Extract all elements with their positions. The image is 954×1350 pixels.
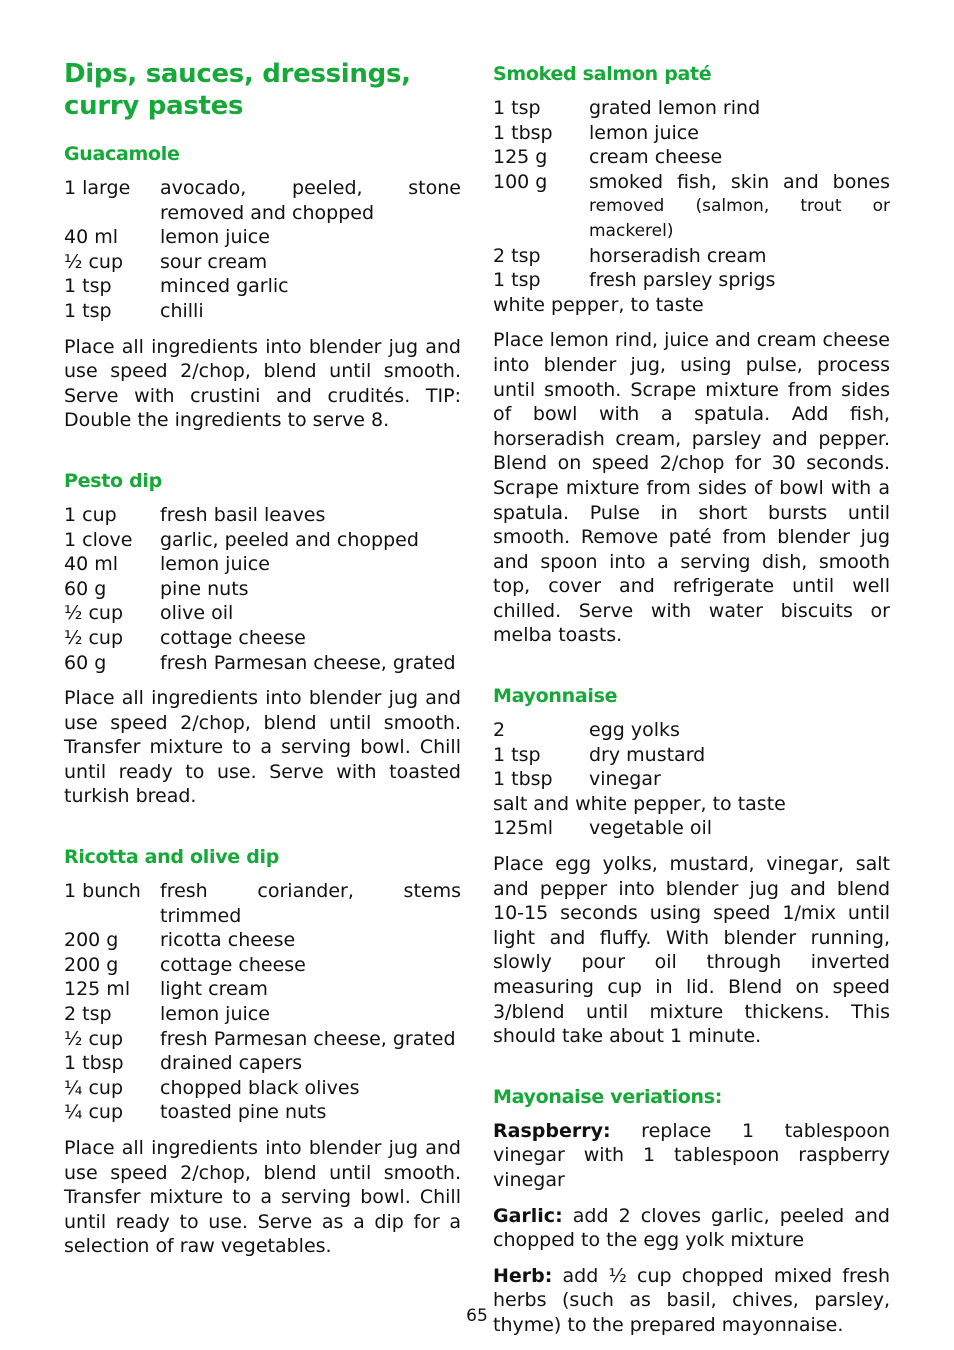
ingredient-qty: 1 tsp xyxy=(64,299,112,322)
ingredient-row xyxy=(64,977,461,1002)
ingredient-name: grated lemon rind xyxy=(589,97,761,119)
ingredient-name: avocado, peeled, stone removed and chopped xyxy=(160,177,461,224)
ingredient-qty: 60 g xyxy=(64,577,107,600)
recipe-title: Guacamole xyxy=(64,143,180,165)
ingredient-qty: 1 large xyxy=(64,177,131,199)
ingredient-row xyxy=(493,743,890,768)
ingredient-qty: 100 g xyxy=(493,170,548,193)
ingredient-name: drained capers xyxy=(160,1052,303,1075)
ingredient-qty: 1 tsp xyxy=(493,269,541,292)
page-title: Dips, sauces, dressings, curry pastes xyxy=(64,59,411,121)
recipe-method: Place lemon rind, juice and cream cheese into blender jug, using pulse, process until smooth. Scrape mixture from sides of bowl with a spatula. Add fish, horseradish cream, parsley and pepper. Blend on speed 2/chop for 30 seconds. Scrape mixture from sides of bowl with a spatula. Pulse in short bursts until smooth. Remove paté from blender jug and spoon into a serving dish, smooth top, cover and refrigerate until well chilled. Serve with water biscuits or melba toasts. xyxy=(493,329,890,647)
recipe-title: Smoked salmon paté xyxy=(493,63,712,85)
ingredient-name: cream cheese xyxy=(589,146,723,169)
ingredient-row xyxy=(493,194,890,243)
ingredient-name: pine nuts xyxy=(160,577,249,600)
ingredient-row xyxy=(64,299,461,324)
recipe-ricotta-olive-dip xyxy=(64,845,461,1259)
variation-text: add ½ cup chopped mixed fresh herbs (such as basil, chives, parsley, thyme) to the prepared mayonnaise. xyxy=(493,1264,890,1336)
ingredient-row xyxy=(64,953,461,978)
ingredient-row xyxy=(493,816,890,841)
ingredient-qty: 40 ml xyxy=(64,553,119,576)
ingredient-row xyxy=(493,244,890,269)
ingredient-row xyxy=(64,1076,461,1101)
ingredient-qty xyxy=(493,194,589,243)
ingredient-list xyxy=(493,96,890,317)
ingredient-qty: 1 cup xyxy=(64,503,117,526)
ingredient-name: garlic, peeled and chopped xyxy=(160,528,419,551)
recipe-title: Pesto dip xyxy=(64,469,162,492)
ingredient-name: dry mustard xyxy=(589,743,706,766)
ingredient-row xyxy=(64,1027,461,1052)
recipe-pesto-dip xyxy=(64,469,461,809)
ingredient-row xyxy=(64,577,461,602)
recipe-smoked-salmon-pate xyxy=(493,62,890,648)
ingredient-qty: ½ cup xyxy=(64,1027,124,1050)
ingredient-row xyxy=(493,170,890,195)
variation-label: Garlic: xyxy=(493,1204,563,1227)
ingredient-name: vegetable oil xyxy=(589,817,713,840)
variation-item xyxy=(493,1204,890,1253)
ingredient-name: toasted pine nuts xyxy=(160,1101,327,1124)
ingredient-qty: 2 tsp xyxy=(64,1003,112,1026)
variation-label: Herb: xyxy=(493,1264,553,1287)
ingredient-qty: 1 tsp xyxy=(64,275,112,298)
ingredient-qty: 60 g xyxy=(64,651,107,674)
ingredient-qty: 1 tsp xyxy=(493,743,541,766)
ingredient-row xyxy=(64,626,461,651)
ingredient-name: egg yolks xyxy=(589,719,680,742)
ingredient-name: white pepper, to taste xyxy=(493,293,704,316)
ingredient-name: fresh Parmesan cheese, grated xyxy=(160,651,456,674)
section-title: Mayonaise veriations: xyxy=(493,1085,723,1108)
ingredient-name: salt and white pepper, to taste xyxy=(493,792,786,815)
ingredient-list xyxy=(493,718,890,841)
ingredient-row xyxy=(493,718,890,743)
ingredient-name: fresh parsley sprigs xyxy=(589,269,776,292)
ingredient-row xyxy=(493,767,890,792)
ingredient-row xyxy=(493,293,890,318)
ingredient-row xyxy=(64,928,461,953)
ingredient-qty: ½ cup xyxy=(64,602,124,625)
variation-item xyxy=(493,1119,890,1193)
ingredient-list xyxy=(64,176,461,324)
ingredient-qty: 1 tbsp xyxy=(493,768,553,791)
mayonnaise-variations xyxy=(493,1085,890,1338)
ingredient-row xyxy=(64,176,461,225)
ingredient-name: smoked fish, skin and bones xyxy=(589,170,890,193)
ingredient-qty: 125ml xyxy=(493,817,554,840)
ingredient-row xyxy=(64,528,461,553)
variation-text: add 2 cloves garlic, peeled and chopped to the egg yolk mixture xyxy=(493,1204,890,1252)
ingredient-name: lemon juice xyxy=(160,226,270,249)
ingredient-name: light cream xyxy=(160,978,268,1001)
ingredient-row xyxy=(493,145,890,170)
ingredient-qty: 2 xyxy=(493,719,506,742)
ingredient-qty: 125 g xyxy=(493,146,548,169)
ingredient-list xyxy=(64,503,461,675)
ingredient-qty: ½ cup xyxy=(64,626,124,649)
ingredient-qty: 1 tbsp xyxy=(493,121,553,144)
recipe-title: Ricotta and olive dip xyxy=(64,846,280,869)
ingredient-qty: ½ cup xyxy=(64,250,124,273)
left-column xyxy=(64,58,461,1259)
ingredient-list xyxy=(64,879,461,1125)
ingredient-row xyxy=(493,268,890,293)
ingredient-qty: 2 tsp xyxy=(493,244,541,267)
recipe-method: Place all ingredients into blender jug and use speed 2/chop, blend until smooth. Serve with crustini and crudités. TIP: Double the ingredients to serve 8. xyxy=(64,335,461,432)
ingredient-row xyxy=(64,1100,461,1125)
ingredient-name: lemon juice xyxy=(589,121,699,144)
ingredient-name: horseradish cream xyxy=(589,244,767,267)
recipe-mayonnaise xyxy=(493,684,890,1049)
ingredient-name: chilli xyxy=(160,299,204,322)
ingredient-row xyxy=(493,96,890,121)
ingredient-qty: 200 g xyxy=(64,953,119,976)
recipe-guacamole xyxy=(64,142,461,433)
ingredient-qty: 200 g xyxy=(64,929,119,952)
page-number: 65 xyxy=(466,1306,488,1326)
recipe-method: Place egg yolks, mustard, vinegar, salt and pepper into blender jug and blend 10-15 seconds using speed 1/mix until light and fluffy. With blender running, slowly pour oil through inverted measuring cup in lid. Blend on speed 3/blend until mixture thickens. This should take about 1 minute. xyxy=(493,853,890,1048)
ingredient-name: lemon juice xyxy=(160,1003,270,1026)
ingredient-name: olive oil xyxy=(160,602,234,625)
ingredient-row xyxy=(64,1002,461,1027)
ingredient-qty: 1 clove xyxy=(64,528,133,551)
ingredient-row xyxy=(493,792,890,817)
ingredient-name: cottage cheese xyxy=(160,953,306,976)
ingredient-row xyxy=(64,601,461,626)
ingredient-row xyxy=(64,879,461,928)
variation-text: replace 1 tablespoon vinegar with 1 tablespoon raspberry vinegar xyxy=(493,1119,890,1191)
ingredient-row xyxy=(493,121,890,146)
ingredient-name: fresh coriander, stems trimmed xyxy=(160,880,461,927)
ingredient-row xyxy=(64,651,461,676)
variation-label: Raspberry: xyxy=(493,1119,611,1142)
ingredient-row xyxy=(64,225,461,250)
ingredient-qty: 1 tbsp xyxy=(64,1052,124,1075)
ingredient-row xyxy=(64,552,461,577)
ingredient-qty: ¼ cup xyxy=(64,1101,124,1124)
ingredient-row xyxy=(64,250,461,275)
ingredient-name: fresh Parmesan cheese, grated xyxy=(160,1027,456,1050)
ingredient-qty: 1 bunch xyxy=(64,880,141,903)
ingredient-qty: 1 tsp xyxy=(493,97,541,119)
ingredient-qty: 125 ml xyxy=(64,978,131,1001)
ingredient-row xyxy=(64,503,461,528)
ingredient-name: cottage cheese xyxy=(160,626,306,649)
recipe-method: Place all ingredients into blender jug and use speed 2/chop, blend until smooth. Transfer mixture to a serving bowl. Chill until ready to use. Serve as a dip for a selection of raw vegetables. xyxy=(64,1137,461,1258)
ingredient-row xyxy=(64,274,461,299)
ingredient-qty: 40 ml xyxy=(64,226,119,249)
ingredient-name: removed (salmon, trout or mackerel) xyxy=(589,196,890,241)
ingredient-name: ricotta cheese xyxy=(160,929,296,952)
right-column xyxy=(493,62,890,1349)
ingredient-qty: ¼ cup xyxy=(64,1076,124,1099)
recipe-method: Place all ingredients into blender jug and use speed 2/chop, blend until smooth. Transfer mixture to a serving bowl. Chill until ready to use. Serve with toasted turkish bread. xyxy=(64,687,461,808)
ingredient-name: fresh basil leaves xyxy=(160,503,326,526)
ingredient-name: minced garlic xyxy=(160,275,289,298)
ingredient-name: lemon juice xyxy=(160,553,270,576)
ingredient-row xyxy=(64,1051,461,1076)
variation-item xyxy=(493,1264,890,1338)
ingredient-name: sour cream xyxy=(160,250,268,273)
ingredient-name: chopped black olives xyxy=(160,1076,360,1099)
recipe-title: Mayonnaise xyxy=(493,685,618,708)
ingredient-name: vinegar xyxy=(589,768,661,791)
